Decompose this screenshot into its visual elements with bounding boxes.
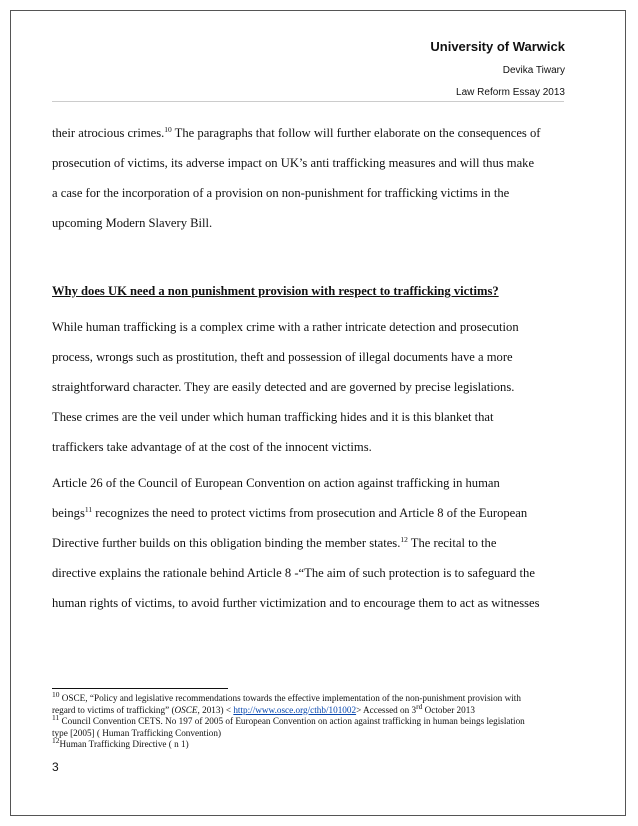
text-line: straightforward character. They are easily detected and are governed by precise legislations. xyxy=(52,380,515,394)
footnote-ref-11[interactable]: 11 xyxy=(84,504,93,514)
footnote-ref-12[interactable]: 12 xyxy=(400,534,408,544)
header-course: Law Reform Essay 2013 xyxy=(456,87,565,98)
text-line: their atrocious crimes.$^{10}$ The paragraphs that follow will further elaborate on the consequences of xyxy=(52,124,541,140)
document-body xyxy=(52,118,564,618)
paragraph-rationale xyxy=(52,312,564,462)
osce-link[interactable]: http://www.osce.org/cthb/101002 xyxy=(233,704,357,715)
footnotes xyxy=(52,689,564,751)
text-line: beings$^{11}$ recognizes the need to protect victims from prosecution and Article 8 of the European xyxy=(52,504,528,520)
footnote-separator xyxy=(52,688,228,689)
text-line: a case for the incorporation of a provision on non-punishment for trafficking victims in the xyxy=(52,186,510,200)
paragraph-article-26 xyxy=(52,468,564,618)
text-line: Article 26 of the Council of European Convention on action against trafficking in human xyxy=(52,476,500,490)
text-line: process, wrongs such as prostitution, theft and possession of illegal documents have a more xyxy=(52,350,513,364)
text-line: These crimes are the veil under which human trafficking hides and it is this blanket that xyxy=(52,410,494,424)
text-line: Directive further builds on this obligation binding the member states.$^{12}$ The recital to the xyxy=(52,534,497,550)
text-line: While human trafficking is a complex crime with a rather intricate detection and prosecution xyxy=(52,320,519,334)
text-line: directive explains the rationale behind Article 8 -“The aim of such protection is to safeguard the xyxy=(52,566,535,580)
footnote-11-cont: type [2005] ( Human Trafficking Convention) xyxy=(52,727,222,738)
text-line: traffickers take advantage of at the cost of the innocent victims. xyxy=(52,440,372,454)
text-line: human rights of victims, to avoid further victimization and to encourage them to act as witnesses xyxy=(52,596,540,610)
footnote-ref-10[interactable]: 10 xyxy=(164,124,172,134)
footnote-10-cont: regard to victims of trafficking” (OSCE, 2013) < http://www.osce.org/cthb/101002> Accessed on 3rd October 2013 xyxy=(52,701,475,715)
header-university: University of Warwick xyxy=(430,39,565,54)
text-line: upcoming Modern Slavery Bill. xyxy=(52,216,213,230)
footnote-12: $^{12}$Human Trafficking Directive ( n 1) xyxy=(52,736,189,750)
header-divider xyxy=(52,101,564,102)
page-number: 3 xyxy=(52,760,59,774)
footnote-11: $^{11}$ Council Convention CETS. No 197 of 2005 of European Convention on action against trafficking in human beings legislation xyxy=(52,713,525,727)
page-header xyxy=(430,39,565,99)
footnote-10: $^{10}$ OSCE, “Policy and legislative recommendations towards the effective implementation of the non-punishment provision with xyxy=(52,689,521,703)
section-heading: Why does UK need a non punishment provision with respect to trafficking victims? xyxy=(52,284,499,298)
paragraph-intro xyxy=(52,118,564,238)
text-line: prosecution of victims, its adverse impact on UK’s anti trafficking measures and will thus make xyxy=(52,156,535,170)
header-author: Devika Tiwary xyxy=(502,65,565,76)
